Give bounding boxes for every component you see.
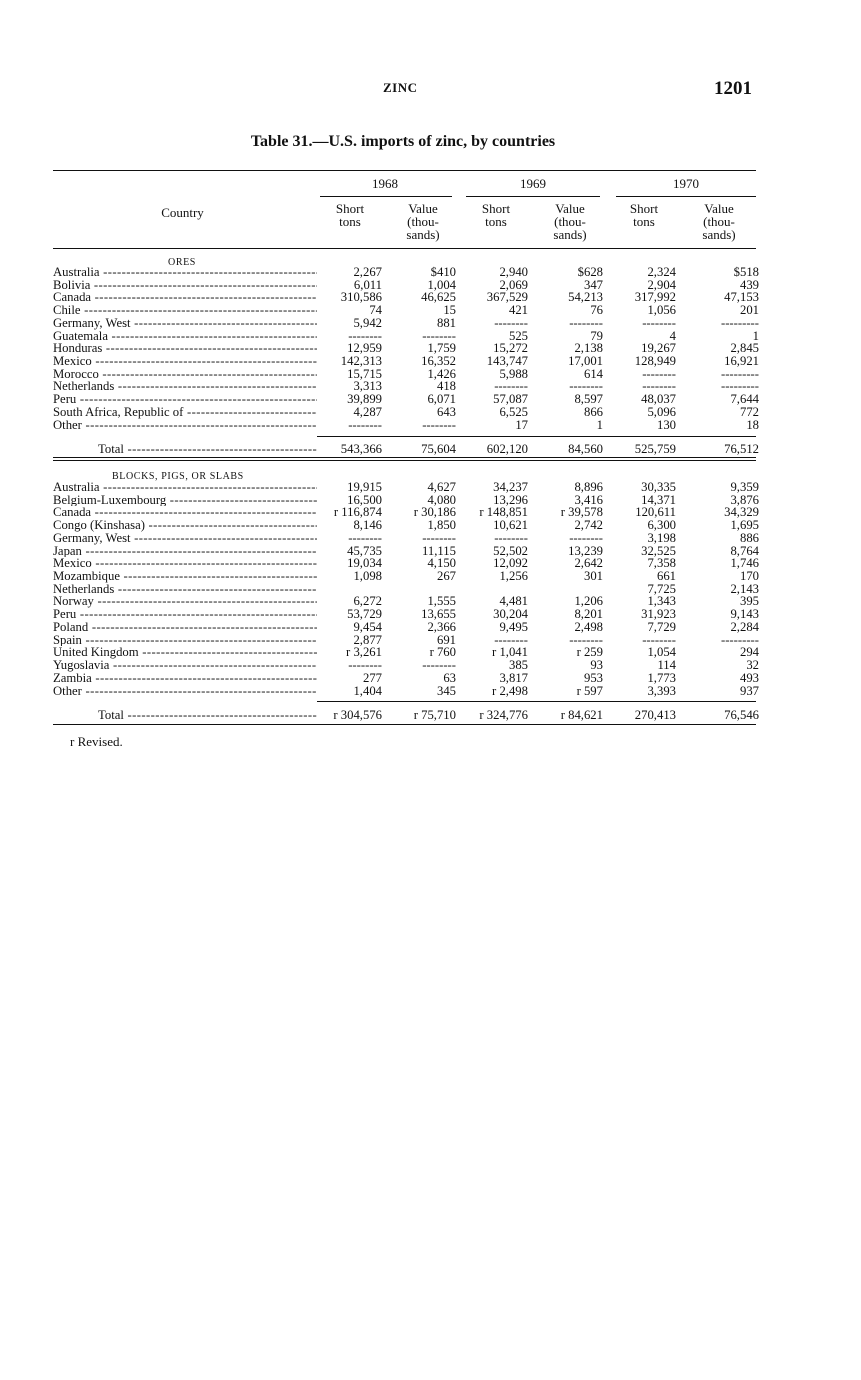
table-cell: 881 bbox=[436, 315, 456, 330]
table-cell: 3,416 bbox=[574, 492, 603, 507]
total-cell: 76,512 bbox=[724, 442, 759, 456]
table-cell: 2,143 bbox=[730, 581, 759, 596]
table-cell: 9,359 bbox=[730, 480, 759, 494]
section-label-blocks: BLOCKS, PIGS, OR SLABS bbox=[112, 471, 244, 482]
table-cell: 15 bbox=[443, 303, 456, 318]
year-1969: 1969 bbox=[520, 176, 546, 191]
table-cell: 421 bbox=[508, 303, 528, 318]
header-line: sands) bbox=[702, 227, 736, 242]
column-header-value-1969 bbox=[534, 202, 606, 241]
table-row bbox=[0, 406, 861, 419]
table-cell: -------- bbox=[422, 328, 456, 343]
table-cell: 17 bbox=[515, 417, 528, 432]
table-cell: 953 bbox=[583, 670, 603, 685]
table-cell: 1,098 bbox=[353, 569, 382, 584]
table-cell: r 3,261 bbox=[346, 645, 382, 660]
header-line: (thou- bbox=[554, 214, 586, 229]
country-name: Mozambique ----- bbox=[53, 570, 317, 583]
table-cell: 2,642 bbox=[574, 556, 603, 571]
table-cell: 614 bbox=[583, 366, 603, 381]
table-cell: 2,498 bbox=[574, 619, 603, 634]
table-cell: -------- bbox=[569, 379, 603, 394]
table-cell: 19,915 bbox=[347, 480, 382, 494]
table-cell: --------- bbox=[720, 366, 759, 381]
table-row bbox=[0, 317, 861, 330]
country-name: Peru ----- bbox=[53, 393, 317, 406]
table-cell: 267 bbox=[436, 569, 456, 584]
table-cell: 310,586 bbox=[340, 290, 382, 305]
country-name: Zambia ----- bbox=[53, 672, 317, 685]
country-name: Bolivia ----- bbox=[53, 279, 317, 292]
table-cell: -------- bbox=[494, 315, 528, 330]
table-cell: 294 bbox=[739, 645, 759, 660]
table-cell: $410 bbox=[430, 265, 456, 279]
table-cell: 395 bbox=[739, 594, 759, 609]
table-rule bbox=[53, 457, 756, 458]
table-cell: 7,644 bbox=[730, 392, 759, 407]
table-cell: 2,267 bbox=[353, 265, 382, 279]
table-cell: 74 bbox=[369, 303, 382, 318]
country-name: Peru ----- bbox=[53, 608, 317, 621]
country-name: Other ----- bbox=[53, 685, 317, 698]
table-cell: 439 bbox=[739, 277, 759, 292]
column-header-value-1968 bbox=[387, 202, 459, 241]
table-cell: -------- bbox=[569, 632, 603, 647]
table-cell: 301 bbox=[583, 569, 603, 584]
table-cell: 12,959 bbox=[347, 341, 382, 356]
header-line: sands) bbox=[406, 227, 440, 242]
table-cell: 525 bbox=[508, 328, 528, 343]
table-cell: -------- bbox=[642, 315, 676, 330]
total-cell: r 75,710 bbox=[413, 708, 456, 722]
table-row bbox=[0, 608, 861, 621]
table-cell: 9,454 bbox=[353, 619, 382, 634]
running-head: ZINC bbox=[383, 80, 418, 95]
table-cell: 3,393 bbox=[647, 683, 676, 698]
table-cell: 14,371 bbox=[641, 492, 676, 507]
table-cell: 9,495 bbox=[499, 619, 528, 634]
table-row bbox=[0, 419, 861, 432]
table-cell: r 148,851 bbox=[479, 505, 528, 520]
table-row bbox=[0, 659, 861, 672]
table-cell: r 30,186 bbox=[413, 505, 456, 520]
column-header-short-tons-1968 bbox=[314, 202, 386, 228]
header-line: (thou- bbox=[407, 214, 439, 229]
table-rule bbox=[53, 724, 756, 725]
header-bottom-rule bbox=[53, 248, 756, 249]
table-cell: 2,069 bbox=[499, 277, 528, 292]
table-cell: 367,529 bbox=[486, 290, 528, 305]
table-cell: 1,555 bbox=[427, 594, 456, 609]
header-line: Value bbox=[704, 201, 734, 216]
table-cell: 11,115 bbox=[422, 543, 456, 558]
table-cell: -------- bbox=[494, 379, 528, 394]
table-cell: 3,198 bbox=[647, 530, 676, 545]
table-cell: 3,817 bbox=[499, 670, 528, 685]
table-cell: 4,080 bbox=[427, 492, 456, 507]
table-cell: -------- bbox=[642, 379, 676, 394]
table-cell: -------- bbox=[642, 366, 676, 381]
total-cell: 525,759 bbox=[634, 442, 676, 456]
table-cell: 1,004 bbox=[427, 277, 456, 292]
table-cell: 937 bbox=[739, 683, 759, 698]
total-cell: 270,413 bbox=[634, 708, 676, 722]
table-cell: 4,481 bbox=[499, 594, 528, 609]
table-cell: 385 bbox=[508, 658, 528, 673]
table-cell: 1,773 bbox=[647, 670, 676, 685]
country-name: Other ----- bbox=[53, 419, 317, 432]
table-cell: $518 bbox=[733, 265, 759, 279]
table-cell: 661 bbox=[656, 569, 676, 584]
table-cell: -------- bbox=[348, 530, 382, 545]
table-cell: 17,001 bbox=[568, 354, 603, 369]
header-line: Short bbox=[629, 201, 659, 216]
country-name: Chile ----- bbox=[53, 304, 317, 317]
table-cell: 1,206 bbox=[574, 594, 603, 609]
table-cell: --------- bbox=[720, 632, 759, 647]
table-cell: 34,329 bbox=[724, 505, 759, 520]
country-name: Yugoslavia ----- bbox=[53, 659, 317, 672]
table-row bbox=[0, 304, 861, 317]
table-cell: 16,921 bbox=[724, 354, 759, 369]
table-rule bbox=[317, 701, 756, 702]
table-cell: r 760 bbox=[429, 645, 456, 660]
table-cell: 691 bbox=[436, 632, 456, 647]
table-cell: 2,138 bbox=[574, 341, 603, 356]
table-cell: 32,525 bbox=[641, 543, 676, 558]
table-cell: $628 bbox=[577, 265, 603, 279]
table-cell: 12,092 bbox=[493, 556, 528, 571]
table-cell: 32 bbox=[746, 658, 759, 673]
table-cell: 34,237 bbox=[493, 480, 528, 494]
table-row bbox=[0, 621, 861, 634]
table-cell: 79 bbox=[590, 328, 603, 343]
country-name: Netherlands ----- bbox=[53, 380, 317, 393]
table-cell: -------- bbox=[569, 530, 603, 545]
table-cell: 130 bbox=[656, 417, 676, 432]
country-name: Canada ----- bbox=[53, 291, 317, 304]
total-cell: r 304,576 bbox=[333, 708, 382, 722]
table-cell: 9,143 bbox=[730, 607, 759, 622]
table-row bbox=[0, 557, 861, 570]
table-cell: 1,054 bbox=[647, 645, 676, 660]
column-header-short-tons-1970 bbox=[608, 202, 680, 228]
table-cell: 317,992 bbox=[634, 290, 676, 305]
country-name: Australia ----- bbox=[53, 266, 317, 279]
table-title: Table 31.—U.S. imports of zinc, by countries bbox=[250, 133, 556, 150]
country-name: Germany, West ----- bbox=[53, 532, 317, 545]
table-cell: 10,621 bbox=[493, 518, 528, 533]
table-cell: 142,313 bbox=[340, 354, 382, 369]
table-row bbox=[0, 672, 861, 685]
country-name: Netherlands ----- bbox=[53, 583, 317, 596]
table-cell: 8,896 bbox=[574, 480, 603, 494]
country-name: Poland ----- bbox=[53, 621, 317, 634]
table-cell: 201 bbox=[739, 303, 759, 318]
table-top-rule bbox=[53, 170, 756, 171]
total-row bbox=[0, 443, 861, 456]
table-cell: 7,729 bbox=[647, 619, 676, 634]
country-name: Morocco ----- bbox=[53, 368, 317, 381]
table-cell: 1,056 bbox=[647, 303, 676, 318]
table-cell: 6,300 bbox=[647, 518, 676, 533]
table-cell: 4,150 bbox=[427, 556, 456, 571]
table-cell: 2,845 bbox=[730, 341, 759, 356]
table-cell: 1,426 bbox=[427, 366, 456, 381]
table-cell: 47,153 bbox=[724, 290, 759, 305]
table-row bbox=[0, 266, 861, 279]
page-number: 1201 bbox=[714, 78, 752, 99]
table-cell: r 597 bbox=[576, 683, 603, 698]
header-line: Short bbox=[481, 201, 511, 216]
table-cell: r 1,041 bbox=[492, 645, 528, 660]
table-cell: 4 bbox=[669, 328, 676, 343]
country-name: Guatemala ----- bbox=[53, 330, 317, 343]
table-cell: 4,627 bbox=[427, 480, 456, 494]
table-row bbox=[0, 393, 861, 406]
total-cell: r 84,621 bbox=[560, 708, 603, 722]
table-cell: 6,272 bbox=[353, 594, 382, 609]
table-cell: r 2,498 bbox=[492, 683, 528, 698]
total-cell: 543,366 bbox=[340, 442, 382, 456]
table-cell: 2,366 bbox=[427, 619, 456, 634]
total-row bbox=[0, 709, 861, 722]
country-name: Honduras ----- bbox=[53, 342, 317, 355]
table-cell: --------- bbox=[720, 315, 759, 330]
table-cell: 48,037 bbox=[641, 392, 676, 407]
table-cell: 8,764 bbox=[730, 543, 759, 558]
total-cell: 602,120 bbox=[486, 442, 528, 456]
table-cell: 3,313 bbox=[353, 379, 382, 394]
table-cell: 13,239 bbox=[568, 543, 603, 558]
country-name: United Kingdom ----- bbox=[53, 646, 317, 659]
total-cell: 84,560 bbox=[568, 442, 603, 456]
table-row bbox=[0, 291, 861, 304]
table-cell: 143,747 bbox=[486, 354, 528, 369]
table-cell: 5,096 bbox=[647, 404, 676, 419]
section-label-ores: ORES bbox=[168, 257, 196, 268]
table-cell: 114 bbox=[657, 658, 676, 673]
table-cell: -------- bbox=[422, 417, 456, 432]
table-cell: 16,352 bbox=[421, 354, 456, 369]
table-cell: 57,087 bbox=[493, 392, 528, 407]
table-cell: 6,071 bbox=[427, 392, 456, 407]
table-cell: 54,213 bbox=[568, 290, 603, 305]
table-cell: --------- bbox=[720, 379, 759, 394]
table-cell: -------- bbox=[642, 632, 676, 647]
table-row bbox=[0, 355, 861, 368]
table-cell: 2,324 bbox=[647, 265, 676, 279]
column-header-short-tons-1969 bbox=[460, 202, 532, 228]
country-column-header: Country bbox=[161, 205, 204, 220]
table-cell: 19,267 bbox=[641, 341, 676, 356]
table-cell: 277 bbox=[362, 670, 382, 685]
header-line: tons bbox=[485, 214, 507, 229]
table-cell: 6,011 bbox=[353, 277, 382, 292]
table-cell: 13,655 bbox=[421, 607, 456, 622]
country-name: Congo (Kinshasa) ----- bbox=[53, 519, 317, 532]
country-name: Canada ----- bbox=[53, 506, 317, 519]
table-cell: 7,725 bbox=[647, 581, 676, 596]
table-cell: 1 bbox=[596, 417, 603, 432]
table-cell: 30,335 bbox=[641, 480, 676, 494]
table-cell: 1,746 bbox=[730, 556, 759, 571]
table-cell: -------- bbox=[348, 658, 382, 673]
table-cell: 63 bbox=[443, 670, 456, 685]
table-cell: 6,525 bbox=[499, 404, 528, 419]
table-cell: 886 bbox=[739, 530, 759, 545]
table-cell: 418 bbox=[436, 379, 456, 394]
header-line: Short bbox=[335, 201, 365, 216]
country-name: Japan ----- bbox=[53, 545, 317, 558]
table-cell: 5,988 bbox=[499, 366, 528, 381]
table-cell: 1 bbox=[752, 328, 759, 343]
table-rule bbox=[317, 436, 756, 437]
table-cell: 8,597 bbox=[574, 392, 603, 407]
table-cell: r 116,874 bbox=[333, 505, 382, 520]
table-cell: 1,759 bbox=[427, 341, 456, 356]
table-row bbox=[0, 481, 861, 494]
footnote: r Revised. bbox=[70, 734, 123, 749]
table-cell: 1,256 bbox=[499, 569, 528, 584]
header-line: Value bbox=[555, 201, 585, 216]
table-cell: 18 bbox=[746, 417, 759, 432]
country-name: Mexico ----- bbox=[53, 355, 317, 368]
year-1970: 1970 bbox=[673, 176, 699, 191]
table-cell: 31,923 bbox=[641, 607, 676, 622]
table-cell: 19,034 bbox=[347, 556, 382, 571]
year-rule-1970 bbox=[616, 196, 756, 197]
country-name: Australia ----- bbox=[53, 481, 317, 494]
table-cell: 93 bbox=[590, 658, 603, 673]
country-name: Norway ----- bbox=[53, 595, 317, 608]
table-cell: 13,296 bbox=[493, 492, 528, 507]
table-cell: -------- bbox=[494, 530, 528, 545]
country-name: Mexico ----- bbox=[53, 557, 317, 570]
total-cell: 75,604 bbox=[421, 442, 456, 456]
header-line: tons bbox=[633, 214, 655, 229]
year-rule-1969 bbox=[466, 196, 600, 197]
table-cell: 1,404 bbox=[353, 683, 382, 698]
table-cell: 1,695 bbox=[730, 518, 759, 533]
table-cell: 120,611 bbox=[635, 505, 676, 520]
country-name: Belgium-Luxembourg ----- bbox=[53, 494, 317, 507]
table-rule bbox=[53, 460, 756, 461]
table-row bbox=[0, 532, 861, 545]
table-cell: -------- bbox=[422, 658, 456, 673]
table-cell: 53,729 bbox=[347, 607, 382, 622]
table-cell: 347 bbox=[583, 277, 603, 292]
table-cell: r 39,578 bbox=[560, 505, 603, 520]
table-cell: -------- bbox=[569, 315, 603, 330]
table-cell: 39,899 bbox=[347, 392, 382, 407]
country-name: South Africa, Republic of ----- bbox=[53, 406, 317, 419]
table-cell: 7,358 bbox=[647, 556, 676, 571]
table-cell: 15,715 bbox=[347, 366, 382, 381]
table-cell: 3,876 bbox=[730, 492, 759, 507]
table-cell: 52,502 bbox=[493, 543, 528, 558]
year-1968: 1968 bbox=[372, 176, 398, 191]
header-line: tons bbox=[339, 214, 361, 229]
table-cell: -------- bbox=[348, 328, 382, 343]
table-cell: 2,877 bbox=[353, 632, 382, 647]
total-cell: 76,546 bbox=[724, 708, 759, 722]
table-cell: 16,500 bbox=[347, 492, 382, 507]
table-cell: 45,735 bbox=[347, 543, 382, 558]
table-cell: 8,201 bbox=[574, 607, 603, 622]
table-cell: 866 bbox=[583, 404, 603, 419]
table-cell: 5,942 bbox=[353, 315, 382, 330]
column-header-value-1970 bbox=[683, 202, 755, 241]
country-name: Germany, West ----- bbox=[53, 317, 317, 330]
table-cell: 2,284 bbox=[730, 619, 759, 634]
table-row bbox=[0, 685, 861, 698]
table-cell: -------- bbox=[494, 632, 528, 647]
table-cell: 345 bbox=[436, 683, 456, 698]
total-label: Total ----- bbox=[98, 709, 317, 722]
table-cell: 4,287 bbox=[353, 404, 382, 419]
table-cell: 1,850 bbox=[427, 518, 456, 533]
table-row bbox=[0, 570, 861, 583]
table-cell: 2,940 bbox=[499, 265, 528, 279]
header-line: Value bbox=[408, 201, 438, 216]
table-cell: -------- bbox=[422, 530, 456, 545]
table-cell: 772 bbox=[739, 404, 759, 419]
header-line: (thou- bbox=[703, 214, 735, 229]
table-cell: 1,343 bbox=[647, 594, 676, 609]
table-cell: -------- bbox=[348, 417, 382, 432]
table-cell: 643 bbox=[436, 404, 456, 419]
table-cell: 30,204 bbox=[493, 607, 528, 622]
table-row bbox=[0, 519, 861, 532]
table-cell: 2,742 bbox=[574, 518, 603, 533]
table-cell: r 259 bbox=[576, 645, 603, 660]
table-cell: 15,272 bbox=[493, 341, 528, 356]
country-name: Spain ----- bbox=[53, 634, 317, 647]
table-cell: 128,949 bbox=[634, 354, 676, 369]
total-label: Total ----- bbox=[98, 443, 317, 456]
header-line: sands) bbox=[553, 227, 587, 242]
table-cell: 46,625 bbox=[421, 290, 456, 305]
table-cell: 170 bbox=[739, 569, 759, 584]
table-cell: 493 bbox=[739, 670, 759, 685]
table-cell: 8,146 bbox=[353, 518, 382, 533]
year-rule-1968 bbox=[320, 196, 452, 197]
table-cell: 2,904 bbox=[647, 277, 676, 292]
table-cell: 76 bbox=[590, 303, 603, 318]
total-cell: r 324,776 bbox=[479, 708, 528, 722]
